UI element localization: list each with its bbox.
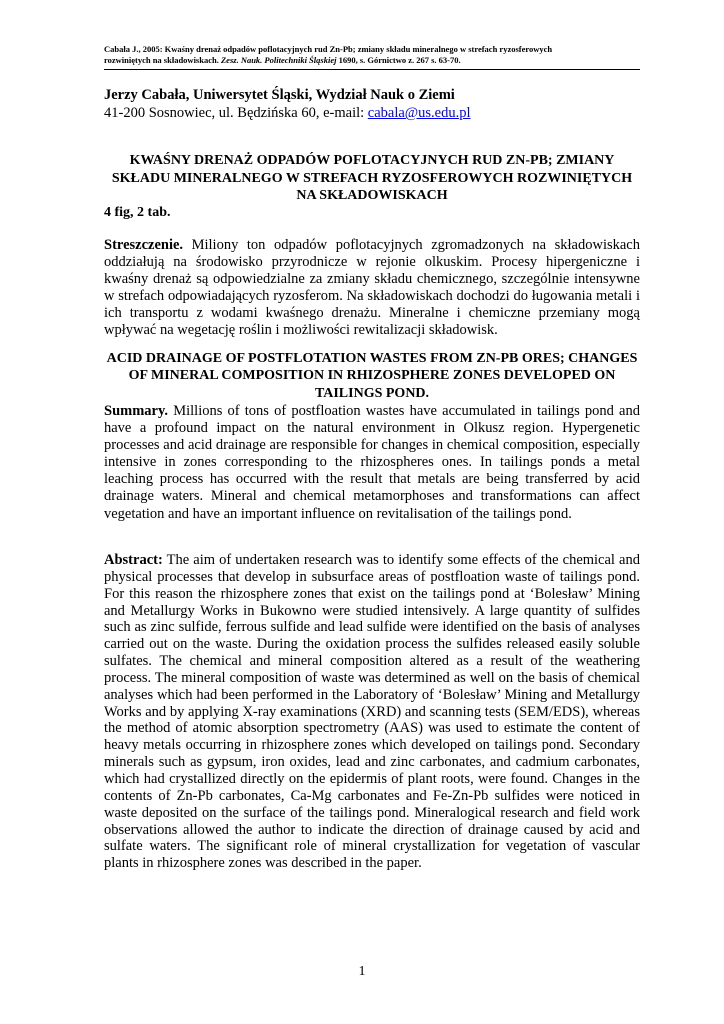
author-name: Jerzy Cabała, Uniwersytet Śląski, Wydział Nauk o Ziemi [104, 87, 455, 103]
author-block [104, 86, 640, 122]
abstract [104, 552, 640, 872]
page-number: 1 [358, 964, 366, 979]
figures-tables-count: 4 fig, 2 tab. [104, 205, 171, 220]
header-divider [104, 69, 640, 70]
citation-line-2-start: rozwiniętych na składowiskach. [104, 55, 221, 65]
english-summary-text: Millions of tons of postfloation wastes have accumulated in tailings pond and have a profound impact on the natural environment in Olkusz region. Hypergenetic processes and acid drainage are responsible for changes in chemical composition, especially intensive in zones corresponding to the rhizospheres ones. In tailings ponds a metal leaching process has occurred with the result that metals are being transferred by acid drainage waters. Mineral and chemical metamorphoses and transformations can affect vegetation and have an important influence on revitalisation of the tailings pond. [104, 403, 640, 522]
citation-line-1: Cabała J., 2005: Kwaśny drenaż odpadów poflotacyjnych rud Zn-Pb; zmiany składu mineralnego w strefach ryzosferowych [104, 44, 553, 54]
polish-summary-text: Miliony ton odpadów poflotacyjnych zgromadzonych na składowiskach oddziałują na środowisko przyrodnicze w rejonie olkuskim. Procesy hipergeniczne i kwaśny drenaż są odpowiedzialne za zmiany składu chemicznego, szczególnie intensywne w strefach odpowiadających ryzosferom. Na składowiskach dochodzi do ługowania metali i ich transportu z wodami kwaśnego drenażu. Mineralne i chemiczne przemiany mogą wpływać na wegetację roślin i możliwości rewitalizacji składowisk. [104, 237, 640, 339]
english-summary-label: Summary. [104, 403, 169, 419]
citation-header [104, 44, 640, 66]
journal-name: Zesz. Nauk. Politechniki Śląskiej [220, 55, 337, 65]
polish-summary [104, 237, 640, 340]
author-address [104, 104, 640, 122]
english-summary [104, 403, 640, 523]
english-title: ACID DRAINAGE OF POSTFLOTATION WASTES FROM ZN-PB ORES; CHANGES OF MINERAL COMPOSITION IN RHIZOSPHERE ZONES DEVELOPED ON TAILINGS POND. [106, 351, 638, 401]
abstract-text: The aim of undertaken research was to identify some effects of the chemical and physical processes that develop in subsurface areas of postfloation waste of tailings pond. For this reason the rhizosphere zones that exist on the tailings pond at ‘Bolesław’ Mining and Metallurgy Works in Bukowno were studied intensively. A large quantity of sulfides such as zinc sulfide, ferrous sulfide and lead sulfide were identified on the basis of analyses carried out on the waste. During the oxidation process the sulfides released easily soluble sulfates. The chemical and mineral composition altered as a result of the weathering process. The mineral composition of waste was determined as well on the basis of chemical analyses which had been performed in the Laboratory of ‘Bolesław’ Mining and Metallurgy Works and by applying X-ray examinations (XRD) and scanning tests (SEM/EDS), whereas the method of atomic absorption spectrometry (AAS) was used to estimate the content of heavy metals occurring in rhizosphere zones which developed on tailings pond. Secondary minerals such as gypsum, iron oxides, lead and zinc carbonates, and cadmium carbonates, which had crystallized directly on the epidermis of plant roots, were found. Changes in the contents of Zn-Pb carbonates, Ca-Mg carbonates and Fe-Zn-Pb sulfides were noticed in waste deposited on the surface of the tailings pond. Mineralogical research and field work observations allowed the author to indicate the direction of drainage caused by acid and sulfate waters. The significant role of mineral crystallization for vegetation of vascular plants in rhizosphere zones was described in the paper. [104, 552, 640, 872]
abstract-label: Abstract: [104, 552, 163, 568]
citation-line-2 [104, 55, 640, 66]
address-text: 41-200 Sosnowiec, ul. Będzińska 60, e-mail: [104, 105, 368, 121]
polish-title: KWAŚNY DRENAŻ ODPADÓW POFLOTACYJNYCH RUD ZN-PB; ZMIANY SKŁADU MINERALNEGO W STREFACH RYZOSFEROWYCH ROZWINIĘTYCH NA SKŁADOWISKACH [111, 153, 633, 203]
polish-summary-label: Streszczenie. [104, 237, 184, 253]
citation-line-2-end: 1690, s. Górnictwo z. 267 s. 63-70. [336, 55, 461, 65]
email-link[interactable]: cabala@us.edu.pl [367, 105, 471, 121]
